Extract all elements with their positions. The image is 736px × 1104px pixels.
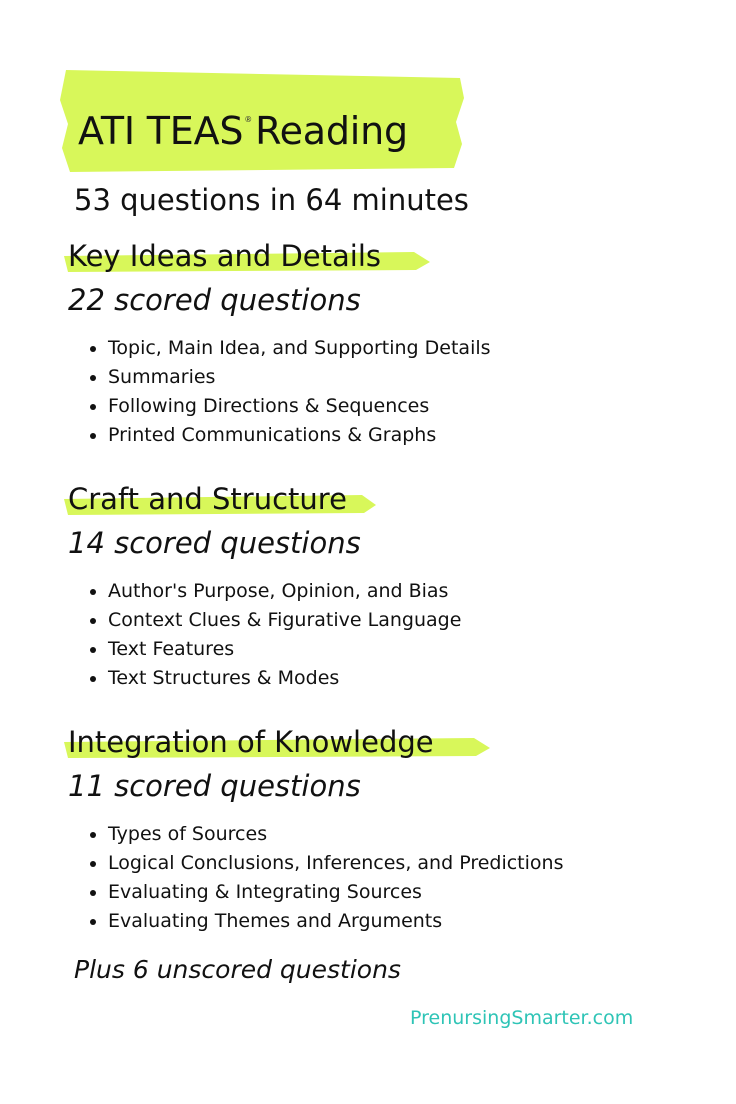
section-title: Craft and Structure	[68, 482, 347, 516]
section-craft-structure	[68, 479, 708, 693]
list-item: Printed Communications & Graphs	[90, 421, 708, 450]
list-item: Types of Sources	[90, 820, 708, 849]
list-item: Context Clues & Figurative Language	[90, 606, 708, 635]
title-main: ATI TEAS	[78, 109, 244, 153]
list-item: Author's Purpose, Opinion, and Bias	[90, 577, 708, 606]
list-item: Topic, Main Idea, and Supporting Details	[90, 334, 708, 363]
list-item: Evaluating & Integrating Sources	[90, 878, 708, 907]
list-item: Summaries	[90, 363, 708, 392]
section-title: Integration of Knowledge	[68, 725, 434, 759]
topic-list	[68, 820, 708, 936]
section-scored-count: 11 scored questions	[68, 769, 361, 803]
section-title: Key Ideas and Details	[68, 239, 382, 273]
topic-list	[68, 577, 708, 693]
title-rest: Reading	[255, 109, 408, 153]
section-integration-knowledge	[68, 722, 708, 936]
page-title	[78, 96, 408, 155]
section-key-ideas	[68, 236, 708, 450]
list-item: Logical Conclusions, Inferences, and Predictions	[90, 849, 708, 878]
list-item: Evaluating Themes and Arguments	[90, 907, 708, 936]
subtitle: 53 questions in 64 minutes	[74, 183, 469, 217]
unscored-note: Plus 6 unscored questions	[74, 955, 401, 984]
list-item: Following Directions & Sequences	[90, 392, 708, 421]
list-item: Text Structures & Modes	[90, 664, 708, 693]
section-scored-count: 14 scored questions	[68, 526, 361, 560]
registered-mark: ®	[244, 115, 253, 124]
list-item: Text Features	[90, 635, 708, 664]
topic-list	[68, 334, 708, 450]
section-scored-count: 22 scored questions	[68, 283, 361, 317]
website-link[interactable]: PrenursingSmarter.com	[410, 1007, 634, 1029]
